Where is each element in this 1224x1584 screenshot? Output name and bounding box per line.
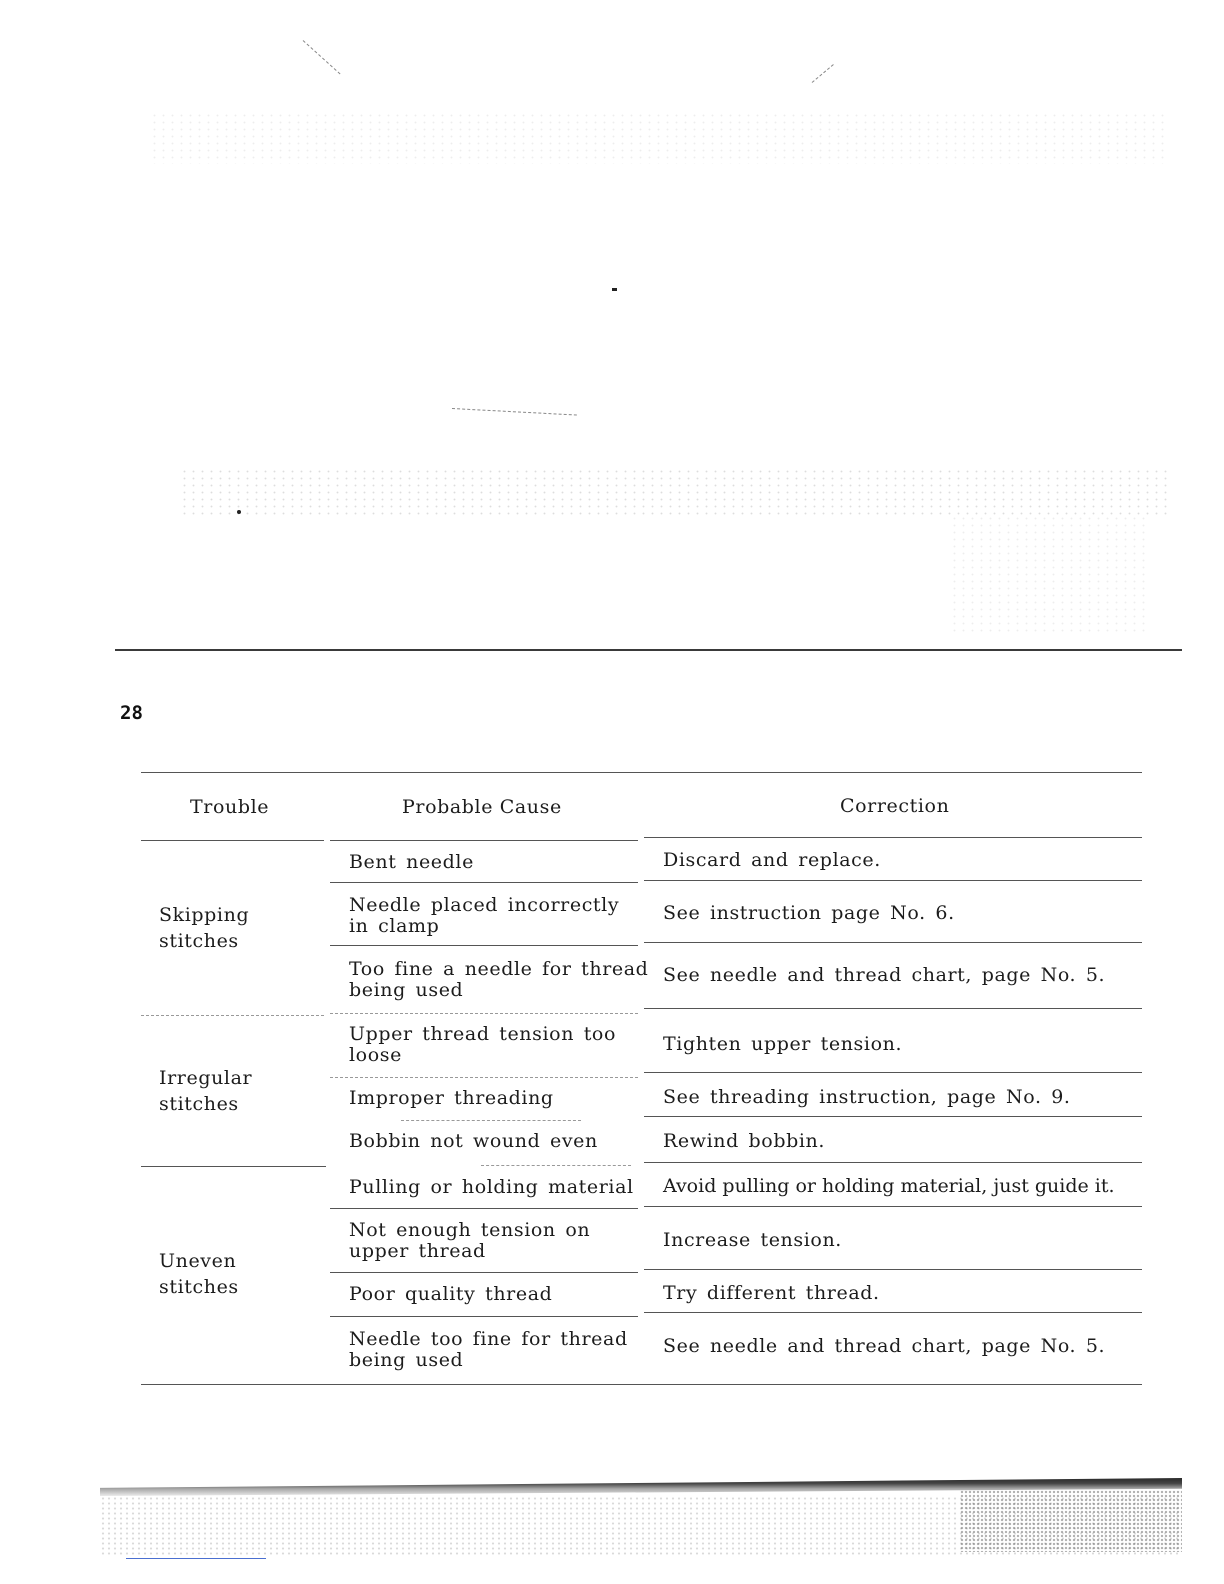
cause-line: being used	[349, 979, 464, 1001]
correction-text: See threading instruction, page No. 9.	[663, 1086, 1071, 1108]
row-rule	[644, 880, 1142, 881]
correction-text: Increase tension.	[663, 1229, 842, 1251]
trouble-line: stitches	[159, 1093, 239, 1115]
row-rule	[644, 1116, 1142, 1117]
scan-noise-corner	[960, 1490, 1182, 1552]
row-rule	[401, 1120, 581, 1121]
row-rule	[330, 1013, 638, 1014]
scan-scratch	[812, 64, 834, 83]
trouble-label	[159, 1251, 239, 1298]
row-rule	[330, 1316, 638, 1317]
correction-cell	[663, 850, 881, 871]
row-rule	[644, 1072, 1142, 1073]
row-rule	[644, 1269, 1142, 1270]
cause-cell	[349, 1177, 634, 1198]
correction-cell	[663, 903, 955, 924]
cause-cell	[349, 895, 619, 937]
scan-noise-band	[150, 112, 1170, 164]
cause-line: Upper thread tension too	[349, 1023, 617, 1045]
scan-dot	[612, 288, 617, 291]
trouble-line: stitches	[159, 930, 239, 952]
cause-line: being used	[349, 1349, 464, 1371]
cause-line: Needle too fine for thread	[349, 1328, 628, 1350]
correction-cell	[663, 1336, 1105, 1357]
cause-cell	[349, 852, 474, 873]
scan-noise-band	[180, 468, 1170, 516]
cause-cell	[349, 1024, 616, 1066]
cause-cell	[349, 1284, 552, 1305]
cause-line: Not enough tension on	[349, 1219, 591, 1241]
cause-line: Too fine a needle for thread	[349, 958, 649, 980]
trouble-line: Skipping	[159, 904, 250, 926]
correction-cell	[663, 1176, 1115, 1197]
scan-noise-band	[950, 515, 1150, 635]
cause-line: in clamp	[349, 915, 440, 937]
correction-text: See instruction page No. 6.	[663, 902, 955, 924]
trouble-label	[159, 905, 249, 952]
correction-cell	[663, 965, 1105, 986]
cause-cell	[349, 1220, 590, 1262]
correction-cell	[663, 1034, 902, 1055]
cause-line: Needle placed incorrectly	[349, 894, 620, 916]
cause-line: Poor quality thread	[349, 1283, 553, 1305]
correction-text: Try different thread.	[663, 1282, 880, 1304]
cause-line: Bobbin not wound even	[349, 1130, 598, 1152]
correction-text: Rewind bobbin.	[663, 1130, 826, 1152]
row-rule	[330, 1208, 638, 1209]
header-probable-cause: Probable Cause	[402, 796, 562, 818]
page-top-rule	[115, 649, 1182, 651]
group-rule	[141, 1166, 326, 1167]
group-rule	[141, 1015, 324, 1016]
cause-line: Pulling or holding material	[349, 1176, 634, 1198]
scan-dot	[237, 510, 241, 514]
header-correction: Correction	[840, 795, 950, 817]
trouble-line: Irregular	[159, 1067, 253, 1089]
row-rule	[481, 1165, 631, 1166]
cause-line: Bent needle	[349, 851, 474, 873]
correction-text: Tighten upper tension.	[663, 1033, 903, 1055]
correction-cell	[663, 1131, 825, 1152]
row-rule	[644, 1312, 1142, 1313]
header-trouble: Trouble	[190, 796, 270, 818]
header-rule	[141, 840, 324, 841]
row-rule	[644, 1206, 1142, 1207]
row-rule	[330, 882, 638, 883]
cause-cell	[349, 1131, 598, 1152]
header-rule	[644, 837, 1142, 838]
row-rule	[644, 942, 1142, 943]
correction-cell	[663, 1283, 880, 1304]
trouble-label	[159, 1068, 252, 1115]
cause-line: loose	[349, 1044, 402, 1066]
scan-scratch	[303, 40, 341, 74]
correction-text: See needle and thread chart, page No. 5.	[663, 964, 1106, 986]
correction-cell	[663, 1230, 842, 1251]
row-rule	[330, 1077, 638, 1078]
trouble-line: Uneven	[159, 1250, 237, 1272]
correction-cell	[663, 1087, 1071, 1108]
row-rule	[644, 1162, 1142, 1163]
table-top-rule	[141, 772, 1142, 773]
cause-cell	[349, 959, 648, 1001]
scan-scratch	[452, 408, 577, 416]
scan-blue-mark	[126, 1558, 266, 1559]
trouble-line: stitches	[159, 1276, 239, 1298]
row-rule	[330, 945, 638, 946]
correction-text: Avoid pulling or holding material, just guide it.	[663, 1175, 1115, 1197]
cause-line: Improper threading	[349, 1087, 554, 1109]
cause-cell	[349, 1329, 628, 1371]
correction-text: See needle and thread chart, page No. 5.	[663, 1335, 1106, 1357]
correction-text: Discard and replace.	[663, 849, 881, 871]
page-number: 28	[120, 702, 143, 724]
cause-line: upper thread	[349, 1240, 486, 1262]
row-rule	[330, 1272, 638, 1273]
table-bottom-rule	[141, 1384, 1142, 1385]
cause-cell	[349, 1088, 554, 1109]
header-rule	[330, 840, 638, 841]
row-rule	[644, 1008, 1142, 1009]
